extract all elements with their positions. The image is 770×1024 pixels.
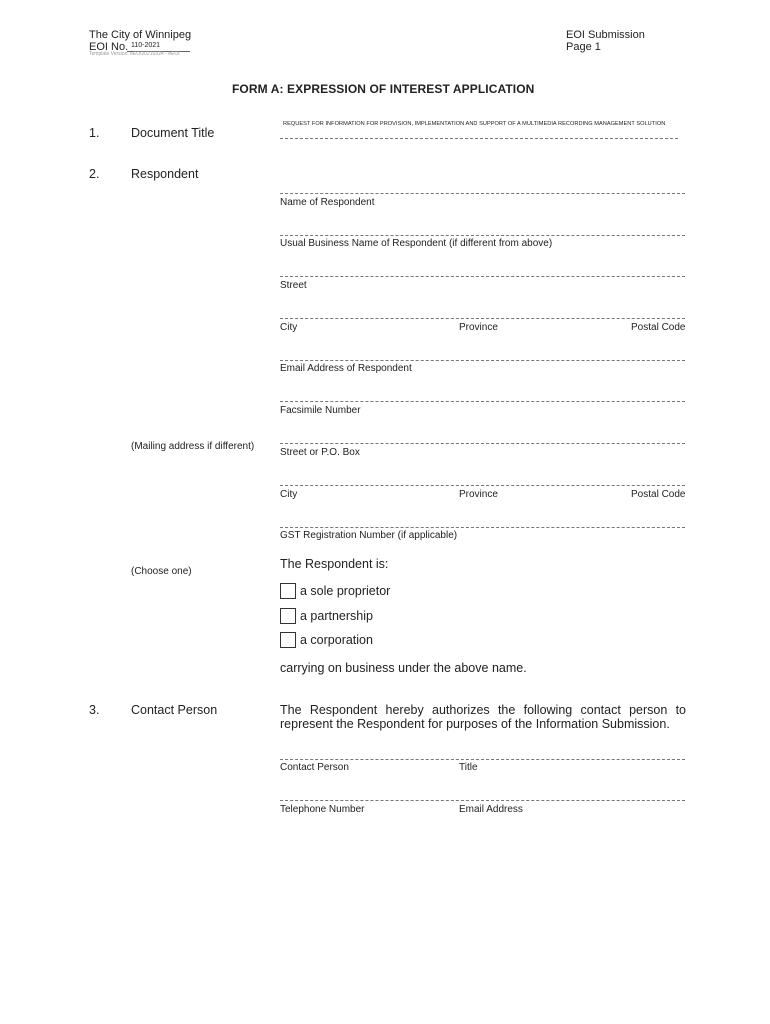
mailing-street-label: Street or P.O. Box <box>280 447 360 458</box>
form-title: FORM A: EXPRESSION OF INTEREST APPLICATION <box>232 82 535 96</box>
mailing-address-note: (Mailing address if different) <box>131 441 255 452</box>
partnership-checkbox[interactable] <box>280 608 296 624</box>
eoi-label: EOI No. <box>89 41 129 53</box>
fax-line[interactable] <box>280 401 685 402</box>
section-2-number: 2. <box>89 167 100 181</box>
email-label: Email Address of Respondent <box>280 363 412 374</box>
fax-label: Facsimile Number <box>280 405 361 416</box>
org-name: The City of Winnipeg <box>89 29 192 41</box>
page-number: Page 1 <box>566 41 601 53</box>
mailing-city-line[interactable] <box>280 485 685 486</box>
document-title-line <box>280 138 678 139</box>
street-line[interactable] <box>280 276 685 277</box>
business-name-line[interactable] <box>280 235 685 236</box>
contact-email-label: Email Address <box>459 804 523 815</box>
mailing-postal-code-label: Postal Code <box>631 489 686 500</box>
partnership-label: a partnership <box>300 609 373 623</box>
province-label: Province <box>459 322 498 333</box>
respondent-name-label: Name of Respondent <box>280 197 375 208</box>
respondent-name-line[interactable] <box>280 193 685 194</box>
email-line[interactable] <box>280 360 685 361</box>
business-name-label: Usual Business Name of Respondent (if different from above) <box>280 238 553 249</box>
section-3-label: Contact Person <box>131 703 218 717</box>
postal-code-label: Postal Code <box>631 322 686 333</box>
contact-phone-line[interactable] <box>280 800 685 801</box>
city-line[interactable] <box>280 318 685 319</box>
respondent-is-heading: The Respondent is: <box>280 557 389 571</box>
section-3-number: 3. <box>89 703 100 717</box>
sole-proprietor-label: a sole proprietor <box>300 584 391 598</box>
telephone-label: Telephone Number <box>280 804 365 815</box>
document-title-value[interactable]: REQUEST FOR INFORMATION FOR PROVISION, IMPLEMENTATION AND SUPPORT OF A MULTIMEDIA RECORDING MANAGEMENT SOLUTION <box>283 121 666 127</box>
contact-title-label: Title <box>459 762 478 773</box>
street-label: Street <box>280 280 307 291</box>
carrying-on-business-text: carrying on business under the above name. <box>280 661 527 675</box>
choose-one-note: (Choose one) <box>131 566 192 577</box>
corporation-checkbox[interactable] <box>280 632 296 648</box>
corporation-label: a corporation <box>300 633 373 647</box>
contact-authorization-text: The Respondent hereby authorizes the following contact person to represent the Respondent for purposes of the Information Submission. <box>280 703 686 731</box>
mailing-city-label: City <box>280 489 298 500</box>
gst-line[interactable] <box>280 527 685 528</box>
contact-person-label: Contact Person <box>280 762 349 773</box>
city-label: City <box>280 322 298 333</box>
eoi-number: 110-2021 <box>131 42 161 49</box>
sole-proprietor-checkbox[interactable] <box>280 583 296 599</box>
template-note: Template Version: eEOI20210324 - eEOI <box>89 51 180 57</box>
submission-label: EOI Submission <box>566 29 645 41</box>
mailing-street-line[interactable] <box>280 443 685 444</box>
mailing-province-label: Province <box>459 489 498 500</box>
contact-person-line[interactable] <box>280 759 685 760</box>
section-1-label: Document Title <box>131 126 215 140</box>
section-2-label: Respondent <box>131 167 199 181</box>
gst-label: GST Registration Number (if applicable) <box>280 530 458 541</box>
section-1-number: 1. <box>89 126 100 140</box>
